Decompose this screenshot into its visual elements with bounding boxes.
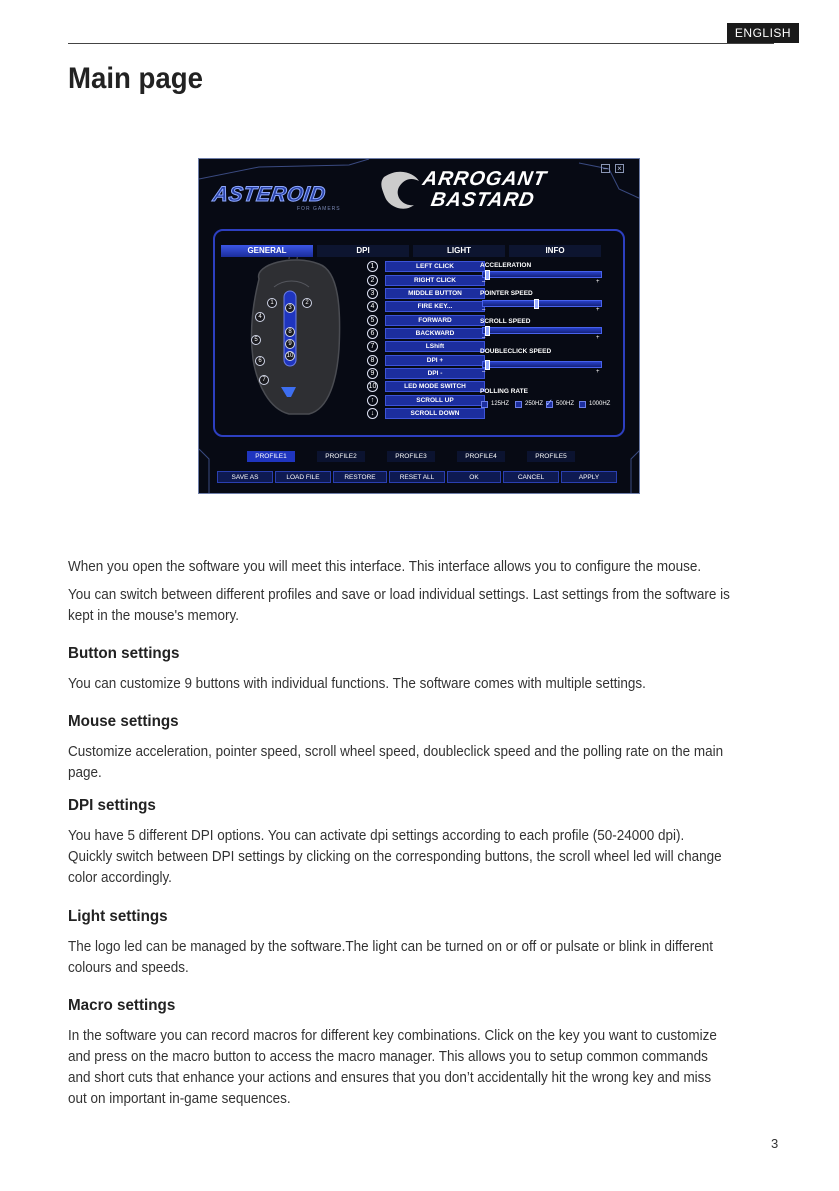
mouse-marker: 6 <box>255 356 265 366</box>
profile-5-button[interactable]: PROFILE5 <box>527 451 575 462</box>
button-assign-2[interactable]: RIGHT CLICK <box>385 275 485 286</box>
button-number: ↑ <box>367 395 378 406</box>
restore-button[interactable]: RESTORE <box>333 471 387 483</box>
minimize-button[interactable]: – <box>601 164 610 173</box>
language-badge: ENGLISH <box>727 23 799 43</box>
ok-button[interactable]: OK <box>447 471 501 483</box>
button-number: 1 <box>367 261 378 272</box>
polling-250-checkbox[interactable] <box>515 401 522 408</box>
mouse-marker: 1 <box>267 298 277 308</box>
tab-info[interactable]: INFO <box>509 245 601 257</box>
mouse-marker: 5 <box>251 335 261 345</box>
button-assign-1[interactable]: LEFT CLICK <box>385 261 485 272</box>
polling-option-label: 500HZ <box>556 401 575 407</box>
profile-1-button[interactable]: PROFILE1 <box>247 451 295 462</box>
polling-option-label: 250HZ <box>525 401 544 407</box>
slider-min-label: – <box>482 335 486 341</box>
doubleclick-speed-slider[interactable] <box>482 361 602 368</box>
slider-max-label: + <box>596 369 600 375</box>
section-heading: Mouse settings <box>68 713 179 730</box>
acceleration-slider[interactable] <box>482 271 602 278</box>
mouse-marker: 8 <box>285 327 295 337</box>
button-assign-3[interactable]: MIDDLE BUTTON <box>385 288 485 299</box>
cancel-button[interactable]: CANCEL <box>503 471 559 483</box>
button-assign-10[interactable]: LED MODE SWITCH <box>385 381 485 392</box>
load-file-button[interactable]: LOAD FILE <box>275 471 331 483</box>
arrogant-bastard-logo: ARROGANT BASTARD <box>421 168 549 211</box>
section-heading: Macro settings <box>68 997 176 1014</box>
slider-min-label: – <box>482 279 486 285</box>
button-number: 2 <box>367 275 378 286</box>
page-title: Main page <box>68 62 203 95</box>
tab-general[interactable]: GENERAL <box>221 245 313 257</box>
intro-paragraph-2: You can switch between different profiles and save or load individual settings. Last settings from the software is kept in the mouse's memory. <box>68 587 730 624</box>
header-divider <box>68 43 774 44</box>
button-assign-6[interactable]: BACKWARD <box>385 328 485 339</box>
polling-125-checkbox[interactable] <box>481 401 488 408</box>
software-screenshot <box>198 158 640 494</box>
slider-max-label: + <box>596 279 600 285</box>
tribal-logo-icon <box>381 172 419 209</box>
scroll-speed-slider[interactable] <box>482 327 602 334</box>
button-number: ↓ <box>367 408 378 419</box>
profile-3-button[interactable]: PROFILE3 <box>387 451 435 462</box>
mouse-marker: 4 <box>255 312 265 322</box>
section-heading: Button settings <box>68 645 180 662</box>
polling-rate-label: POLLING RATE <box>480 388 528 395</box>
section-heading: DPI settings <box>68 797 156 814</box>
apply-button[interactable]: APPLY <box>561 471 617 483</box>
tab-dpi[interactable]: DPI <box>317 245 409 257</box>
pointer-speed-slider[interactable] <box>482 300 602 307</box>
button-assign-scroll-down[interactable]: SCROLL DOWN <box>385 408 485 419</box>
button-assign-scroll-up[interactable]: SCROLL UP <box>385 395 485 406</box>
reset-all-button[interactable]: RESET ALL <box>389 471 445 483</box>
page-number: 3 <box>771 1136 779 1151</box>
slider-thumb[interactable] <box>485 326 490 336</box>
slider-thumb[interactable] <box>485 360 490 370</box>
slider-min-label: – <box>482 369 486 375</box>
doubleclick-speed-label: DOUBLECLICK SPEED <box>480 348 552 355</box>
slider-thumb[interactable] <box>534 299 539 309</box>
section-text: In the software you can record macros for different key combinations. Click on the key you want to customize and press on the macro button to access the macro manager. This allows you to setup common commands and short cuts that enhance your actions and ensures that you don’t accidentally hit the wrong key and miss out on important in-game sequences. <box>68 1028 717 1107</box>
button-assign-7[interactable]: LShift <box>385 341 485 352</box>
acceleration-label: ACCELERATION <box>480 262 532 269</box>
section-text: Customize acceleration, pointer speed, scroll wheel speed, doubleclick speed and the polling rate on the main page. <box>68 744 724 781</box>
button-number: 3 <box>367 288 378 299</box>
button-number: 9 <box>367 368 378 379</box>
asteroid-tagline: FOR GAMERS <box>297 206 341 212</box>
section-heading: Light settings <box>68 908 168 925</box>
mouse-marker: 9 <box>285 339 295 349</box>
profile-2-button[interactable]: PROFILE2 <box>317 451 365 462</box>
button-number: 8 <box>367 355 378 366</box>
scroll-speed-label: SCROLL SPEED <box>480 318 531 325</box>
section-text: You can customize 9 buttons with individual functions. The software comes with multiple settings. <box>68 676 646 692</box>
mouse-marker: 10 <box>286 353 294 359</box>
close-button[interactable]: × <box>615 164 624 173</box>
save-as-button[interactable]: SAVE AS <box>217 471 273 483</box>
profile-4-button[interactable]: PROFILE4 <box>457 451 505 462</box>
section-text: You have 5 different DPI options. You can activate dpi settings according to each profile (50-24000 dpi). Quickly switch between DPI settings by clicking on the corresponding buttons, the scroll wheel led will change color accordingly. <box>68 828 722 886</box>
checkmark-icon: ✓ <box>545 398 554 409</box>
mouse-marker: 7 <box>259 375 269 385</box>
mouse-marker: 3 <box>285 303 295 313</box>
button-number: 6 <box>367 328 378 339</box>
mouse-marker: 2 <box>302 298 312 308</box>
asteroid-logo: ASTEROID <box>211 183 328 206</box>
section-text: The logo led can be managed by the software.The light can be turned on or off or pulsate or blink in different colours and speeds. <box>68 939 713 976</box>
slider-max-label: + <box>596 335 600 341</box>
button-assign-9[interactable]: DPI - <box>385 368 485 379</box>
polling-option-label: 1000HZ <box>589 401 611 407</box>
button-assign-8[interactable]: DPI + <box>385 355 485 366</box>
polling-option-label: 125HZ <box>491 401 510 407</box>
button-number: 4 <box>367 301 378 312</box>
tab-light[interactable]: LIGHT <box>413 245 505 257</box>
button-number: 7 <box>367 341 378 352</box>
intro-paragraph-1: When you open the software you will meet this interface. This interface allows you to configure the mouse. <box>68 559 702 575</box>
button-assign-4[interactable]: FIRE KEY... <box>385 301 485 312</box>
button-number: 5 <box>367 315 378 326</box>
slider-max-label: + <box>596 307 600 313</box>
button-number: 10 <box>368 383 377 390</box>
slider-thumb[interactable] <box>485 270 490 280</box>
pointer-speed-label: POINTER SPEED <box>480 290 533 297</box>
polling-1000-checkbox[interactable] <box>579 401 586 408</box>
slider-min-label: – <box>482 307 486 313</box>
button-assign-5[interactable]: FORWARD <box>385 315 485 326</box>
